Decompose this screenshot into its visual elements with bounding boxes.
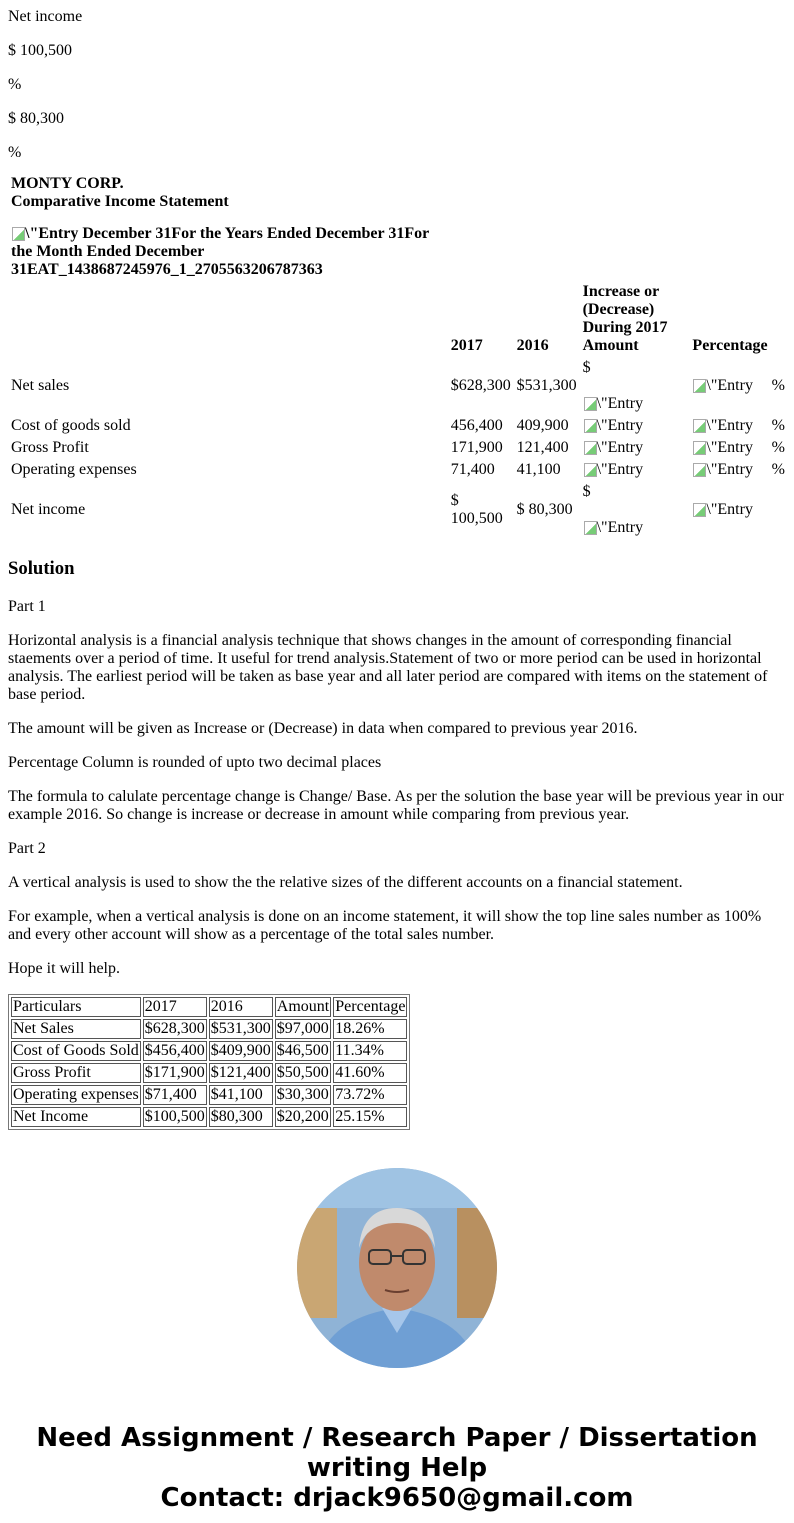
table-cell: $20,200	[275, 1107, 331, 1127]
value-2016: 41,100	[516, 461, 561, 478]
amount-entry[interactable]: \"Entry	[582, 460, 690, 480]
period-header: \"Entry December 31For the Years Ended December 31For the Month Ended December 31EAT_1438687245976_1_2705563206787363	[11, 225, 429, 278]
broken-image-icon	[692, 462, 706, 476]
table-cell: 18.26%	[333, 1019, 407, 1039]
percentage-entry[interactable]: \"Entry	[691, 438, 768, 458]
intro-line: Net income	[8, 8, 83, 25]
company-name: MONTY CORP.	[11, 175, 124, 192]
statement-title: Comparative Income Statement	[11, 193, 229, 210]
intro-line: $ 80,300	[8, 110, 64, 127]
table-cell: $46,500	[275, 1041, 331, 1061]
table-cell: $41,100	[209, 1085, 273, 1105]
table-row	[11, 1107, 407, 1127]
percent-sign: %	[771, 417, 785, 434]
broken-image-icon	[583, 462, 597, 476]
row-label: Net income	[11, 501, 86, 518]
percentage-entry[interactable]: \"Entry	[691, 358, 768, 414]
row-label: Net sales	[11, 377, 70, 394]
table-cell: $80,300	[209, 1107, 273, 1127]
value-2017: 171,900	[450, 439, 503, 456]
broken-image-icon	[692, 418, 706, 432]
table-cell: 11.34%	[333, 1041, 407, 1061]
solution-paragraph: Horizontal analysis is a financial analysis technique that shows changes in the amount of corresponding financial staements over a period of time. It useful for trend analysis.Statement of two or more period can be used in horizontal analysis. The earliest period will be taken as base year and all later period are compared with items on the statement of base period.	[8, 632, 768, 703]
broken-image-icon	[583, 440, 597, 454]
table-cell: Percentage	[335, 998, 406, 1015]
solution-text	[8, 598, 786, 978]
amount-entry[interactable]: $ \"Entry	[582, 483, 644, 536]
table-cell: $100,500	[144, 1108, 205, 1125]
table-row	[11, 1085, 407, 1105]
col-2016: 2016	[516, 337, 549, 354]
table-cell: Amount	[276, 998, 330, 1015]
table-cell: 2016	[209, 997, 273, 1017]
value-2017: 456,400	[450, 417, 503, 434]
table-cell: 41.60%	[333, 1063, 407, 1083]
table-cell: $456,400	[144, 1042, 205, 1059]
value-2017: $ 100,500	[450, 492, 503, 527]
table-cell: $50,500	[275, 1063, 331, 1083]
table-row	[11, 1041, 407, 1061]
broken-image-icon	[583, 418, 597, 432]
table-cell: 73.72%	[333, 1085, 407, 1105]
table-row	[11, 1019, 407, 1039]
intro	[8, 8, 786, 162]
solution-paragraph: A vertical analysis is used to show the the relative sizes of the different accounts on a financial statement.	[8, 874, 683, 891]
percent-sign: %	[771, 377, 785, 394]
broken-image-icon	[583, 396, 597, 410]
value-2016: $ 80,300	[516, 501, 573, 518]
table-cell: 25.15%	[333, 1107, 407, 1127]
percentage-entry[interactable]: \"Entry	[691, 482, 768, 538]
percent-sign	[771, 482, 786, 538]
solution-heading: Solution	[8, 558, 75, 579]
broken-image-icon	[583, 520, 597, 534]
table-cell: $121,400	[210, 1064, 271, 1081]
broken-image-icon	[692, 502, 706, 516]
col-amount: Increase or (Decrease) During 2017 Amount	[582, 283, 668, 354]
value-2016: 121,400	[516, 439, 569, 456]
amount-entry[interactable]: $ \"Entry	[582, 359, 644, 412]
value-2016: 409,900	[516, 417, 569, 434]
table-cell: $71,400	[143, 1085, 207, 1105]
table-cell: $30,300	[275, 1085, 331, 1105]
row-label: Gross Profit	[11, 439, 89, 456]
amount-entry[interactable]: \"Entry	[582, 438, 690, 458]
intro-line: $ 100,500	[8, 42, 72, 59]
table-cell: Net Income	[11, 1107, 141, 1127]
statement-row	[10, 358, 786, 414]
percent-sign: %	[771, 461, 785, 478]
broken-image-icon	[11, 226, 25, 240]
table-cell: 2017	[143, 997, 207, 1017]
statement-row	[10, 416, 786, 436]
col-percentage: Percentage	[692, 337, 768, 354]
table-cell: Particulars	[11, 997, 141, 1017]
intro-line: %	[8, 144, 22, 161]
statement-row	[10, 482, 786, 538]
income-statement-table	[8, 172, 788, 540]
solution-paragraph: For example, when a vertical analysis is done on an income statement, it will show the top line sales number as 100% and every other account will show as a percentage of the total sales number.	[8, 908, 762, 943]
table-row	[11, 1063, 407, 1083]
table-cell: $531,300	[210, 1020, 271, 1037]
solution-paragraph: Part 2	[8, 840, 46, 857]
amount-entry[interactable]: \"Entry	[582, 416, 690, 436]
solution-paragraph: Percentage Column is rounded of upto two decimal places	[8, 754, 382, 771]
statement-row	[10, 438, 786, 458]
contact-banner	[8, 1423, 786, 1513]
table-cell: $409,900	[210, 1042, 271, 1059]
statement-row	[10, 460, 786, 480]
table-cell: Gross Profit	[11, 1063, 141, 1083]
cta-line: Need Assignment / Research Paper / Dissertation writing Help	[36, 1423, 758, 1483]
company-title	[10, 174, 448, 212]
percentage-entry[interactable]: \"Entry	[691, 416, 768, 436]
table-cell: Operating expenses	[11, 1085, 141, 1105]
percentage-entry[interactable]: \"Entry	[691, 460, 768, 480]
percent-sign: %	[771, 439, 785, 456]
broken-image-icon	[692, 378, 706, 392]
table-cell: Cost of Goods Sold	[13, 1042, 139, 1059]
table-header-row	[11, 997, 407, 1017]
broken-image-icon	[692, 440, 706, 454]
solution-table	[8, 994, 410, 1130]
value-2016: $531,300	[516, 377, 577, 394]
intro-line: %	[8, 76, 22, 93]
author-avatar	[297, 1168, 497, 1368]
col-2017: 2017	[450, 337, 483, 354]
row-label: Operating expenses	[11, 461, 137, 478]
value-2017: 71,400	[450, 461, 495, 478]
solution-paragraph: Part 1	[8, 598, 46, 615]
table-cell: $97,000	[275, 1019, 331, 1039]
cta-contact: Contact: drjack9650@gmail.com	[160, 1483, 634, 1513]
table-cell: $171,900	[144, 1064, 205, 1081]
table-cell: $628,300	[144, 1020, 205, 1037]
solution-paragraph: The formula to calulate percentage change is Change/ Base. As per the solution the base year will be previous year in our example 2016. So change is increase or decrease in amount while comparing from previous year.	[8, 788, 784, 823]
table-cell: Net Sales	[11, 1019, 141, 1039]
value-2017: $628,300	[450, 377, 511, 394]
row-label: Cost of goods sold	[11, 417, 131, 434]
solution-paragraph: The amount will be given as Increase or (Decrease) in data when compared to previous year 2016.	[8, 720, 638, 737]
solution-paragraph: Hope it will help.	[8, 960, 120, 977]
